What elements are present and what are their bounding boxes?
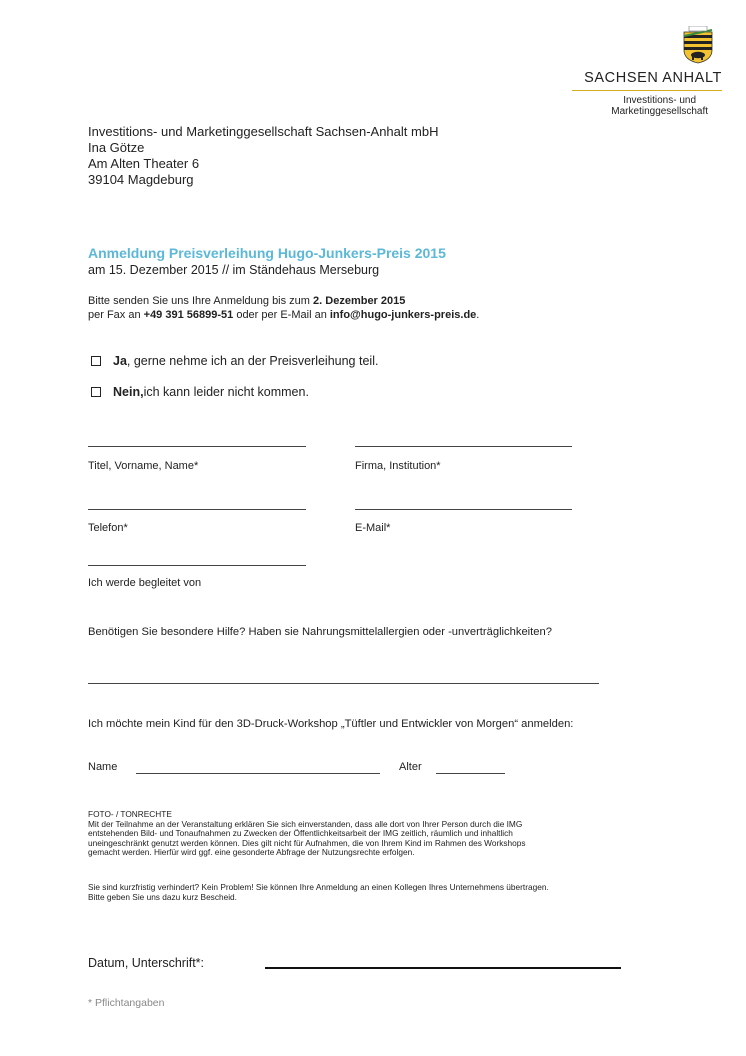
name-field-line[interactable] — [88, 446, 306, 447]
form-subtitle: am 15. Dezember 2015 // im Ständehaus Merseburg — [88, 263, 380, 277]
phone-label: Telefon* — [88, 522, 128, 534]
checkbox-no[interactable] — [91, 387, 101, 397]
child-age-line[interactable] — [436, 773, 505, 774]
help-field-line[interactable] — [88, 683, 599, 684]
brand-rule — [572, 90, 722, 91]
brand-subtitle — [611, 95, 708, 117]
signature-label: Datum, Unterschrift*: — [88, 956, 205, 970]
company-field-line[interactable] — [355, 446, 572, 447]
email-field-line[interactable] — [355, 509, 572, 510]
instr-text: . — [476, 309, 480, 321]
rights-line: Mit der Teilnahme an der Veranstaltung erklären Sie sich einverstanden, dass alle dort von Ihrer Person durch die IMG — [88, 818, 523, 829]
help-question: Benötigen Sie besondere Hilfe? Haben sie Nahrungsmittelallergien oder -unverträglichkeiten? — [88, 626, 552, 638]
brand-subtitle-line: Marketinggesellschaft — [611, 106, 708, 117]
rights-line: entstehenden Bild- und Tonaufnahmen zu Zwecken der Öffentlichkeitsarbeit der IMG zeitlich, räumlich und inhaltlich — [88, 828, 513, 838]
address-line: Investitions- und Marketinggesellschaft Sachsen-Anhalt mbH — [88, 124, 439, 139]
signature-line[interactable] — [265, 967, 621, 969]
child-name-label: Name — [88, 761, 118, 773]
option-no[interactable] — [88, 385, 309, 399]
form-title: Anmeldung Preisverleihung Hugo-Junkers-Preis 2015 — [88, 245, 446, 261]
workshop-text: Ich möchte mein Kind für den 3D-Druck-Workshop „Tüftler und Entwickler von Morgen“ anmelden: — [88, 718, 574, 730]
transfer-line: Bitte geben Sie uns dazu kurz Bescheid. — [88, 891, 237, 902]
email-address[interactable]: info@hugo-junkers-preis.de — [329, 309, 477, 321]
option-yes-text: , gerne nehme ich an der Preisverleihung teil. — [126, 354, 379, 368]
rights-heading: FOTO- / TONRECHTE — [88, 809, 172, 819]
option-no-text: ich kann leider nicht kommen. — [143, 385, 309, 399]
company-label: Firma, Institution* — [355, 460, 441, 472]
phone-field-line[interactable] — [88, 509, 306, 510]
deadline: 2. Dezember 2015 — [313, 295, 406, 307]
transfer-line: Sie sind kurzfristig verhindert? Kein Problem! Sie können Ihre Anmeldung an einen Kollegen Ihres Unternehmens übertragen. — [88, 882, 549, 892]
companion-label: Ich werde begleitet von — [88, 577, 202, 589]
option-yes[interactable] — [88, 354, 378, 368]
child-name-line[interactable] — [136, 773, 380, 774]
rights-line: gemacht werden. Hierfür wird ggf. eine gesonderte Abfrage der Nutzungsrechte erfolgen. — [88, 847, 415, 857]
address-line: Ina Götze — [88, 140, 145, 155]
instr-text: Bitte senden Sie uns Ihre Anmeldung bis zum — [88, 295, 314, 307]
footnote: * Pflichtangaben — [88, 997, 165, 1009]
address-line: 39104 Magdeburg — [88, 172, 194, 187]
address-line: Am Alten Theater 6 — [88, 156, 200, 171]
checkbox-yes[interactable] — [91, 356, 101, 366]
transfer-note — [88, 883, 549, 902]
email-label: E-Mail* — [355, 522, 391, 534]
rights-line: uneingeschränkt genutzt werden können. Dies gilt nicht für Aufnahmen, die von Ihrem Kind im Rahmen des Workshops — [88, 837, 526, 848]
instructions — [88, 294, 479, 322]
brand-name: SACHSEN ANHALT — [584, 70, 722, 86]
option-no-bold: Nein, — [113, 385, 144, 399]
logo — [572, 26, 722, 126]
name-label: Titel, Vorname, Name* — [88, 460, 199, 472]
coat-of-arms-icon — [682, 26, 714, 64]
child-age-label: Alter — [399, 761, 422, 773]
companion-field-line[interactable] — [88, 565, 306, 566]
brand-subtitle-line: Investitions- und — [623, 95, 697, 106]
instr-text: oder per E-Mail an — [233, 309, 330, 321]
photo-rights — [88, 810, 526, 858]
recipient-address — [88, 124, 438, 188]
option-yes-bold: Ja — [113, 354, 127, 368]
fax-number: +49 391 56899-51 — [143, 309, 234, 321]
instr-text: per Fax an — [88, 309, 144, 321]
